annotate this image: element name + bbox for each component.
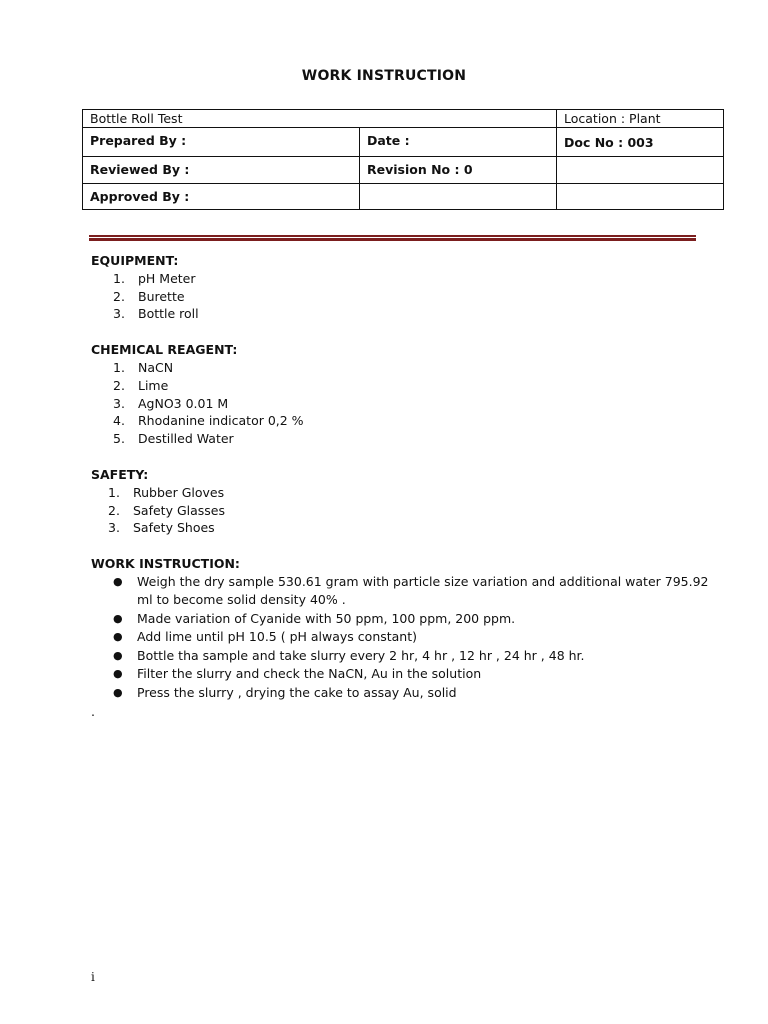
bullet-icon: ●: [113, 648, 123, 662]
item-text: Rhodanine indicator 0,2 %: [138, 413, 304, 429]
work-instruction-heading: WORK INSTRUCTION:: [91, 556, 240, 572]
page-footer-mark: i: [91, 970, 95, 984]
item-number: 5.: [113, 431, 125, 447]
item-text: Add lime until pH 10.5 ( pH always constant): [137, 629, 418, 645]
equipment-heading: EQUIPMENT:: [91, 253, 179, 268]
list-item: [91, 502, 711, 520]
item-text: Rubber Gloves: [133, 484, 225, 500]
document-header-table: [82, 109, 724, 210]
list-item: [91, 359, 711, 377]
list-item: [91, 377, 711, 395]
location-cell: Location : Plant: [557, 110, 724, 128]
approved-by-cell: Approved By :: [83, 184, 360, 210]
item-number: 1.: [108, 484, 120, 500]
item-number: 4.: [113, 413, 125, 429]
empty-cell: [557, 184, 724, 210]
item-number: 1.: [113, 270, 125, 286]
list-item: [91, 305, 711, 323]
item-text: Destilled Water: [138, 431, 234, 447]
list-item: [91, 647, 711, 666]
item-text: Lime: [138, 377, 169, 393]
list-item: [91, 665, 711, 684]
divider-line: [89, 235, 696, 237]
item-number: 3.: [113, 395, 125, 411]
trailing-dot: .: [91, 704, 95, 720]
item-text: Burette: [138, 288, 185, 304]
list-item: [91, 484, 711, 502]
list-item: [91, 519, 711, 537]
list-item: [91, 412, 711, 430]
safety-list: [91, 484, 711, 537]
equipment-list: [91, 270, 711, 323]
list-item: [91, 573, 711, 610]
chemical-reagent-heading: CHEMICAL REAGENT:: [91, 342, 238, 358]
bullet-icon: ●: [113, 630, 123, 644]
list-item: [91, 610, 711, 629]
item-number: 3.: [108, 520, 120, 536]
list-item: [91, 628, 711, 647]
item-text: pH Meter: [138, 270, 196, 286]
item-text: Made variation of Cyanide with 50 ppm, 100 ppm, 200 ppm.: [137, 610, 516, 626]
item-number: 3.: [113, 306, 125, 322]
date-cell: Date :: [360, 128, 557, 157]
page-title: WORK INSTRUCTION: [301, 68, 467, 84]
bullet-icon: ●: [113, 611, 123, 625]
bullet-icon: ●: [113, 667, 123, 681]
list-item: [91, 270, 711, 288]
item-text: NaCN: [138, 359, 174, 375]
item-text: Weigh the dry sample 530.61 gram with particle size variation and additional water 795.92 ml to become solid density 40% .: [137, 573, 709, 608]
doc-no-cell: Doc No : 003: [557, 128, 724, 157]
list-item: [91, 288, 711, 306]
item-number: 2.: [113, 377, 125, 393]
empty-cell: [557, 157, 724, 184]
bullet-icon: ●: [113, 574, 123, 588]
safety-heading: SAFETY:: [91, 466, 149, 482]
divider-line: [89, 238, 696, 241]
item-text: AgNO3 0.01 M: [138, 395, 229, 411]
item-text: Safety Shoes: [133, 520, 215, 536]
reviewed-by-cell: Reviewed By :: [83, 157, 360, 184]
reagent-list: [91, 359, 711, 448]
instruction-list: [91, 573, 711, 703]
test-name-cell: Bottle Roll Test: [83, 110, 557, 128]
item-number: 1.: [113, 359, 125, 375]
document-body: [91, 252, 711, 719]
item-number: 2.: [108, 502, 120, 518]
item-number: 2.: [113, 288, 125, 304]
list-item: [91, 395, 711, 413]
item-text: Bottle tha sample and take slurry every 2 hr, 4 hr , 12 hr , 24 hr , 48 hr.: [137, 647, 585, 663]
list-item: [91, 684, 711, 703]
item-text: Safety Glasses: [133, 502, 226, 518]
prepared-by-cell: Prepared By :: [83, 128, 360, 157]
item-text: Bottle roll: [138, 306, 199, 322]
list-item: [91, 430, 711, 448]
item-text: Filter the slurry and check the NaCN, Au in the solution: [137, 666, 482, 682]
item-text: Press the slurry , drying the cake to assay Au, solid: [137, 684, 457, 700]
empty-cell: [360, 184, 557, 210]
bullet-icon: ●: [113, 685, 123, 699]
revision-no-cell: Revision No : 0: [360, 157, 557, 184]
